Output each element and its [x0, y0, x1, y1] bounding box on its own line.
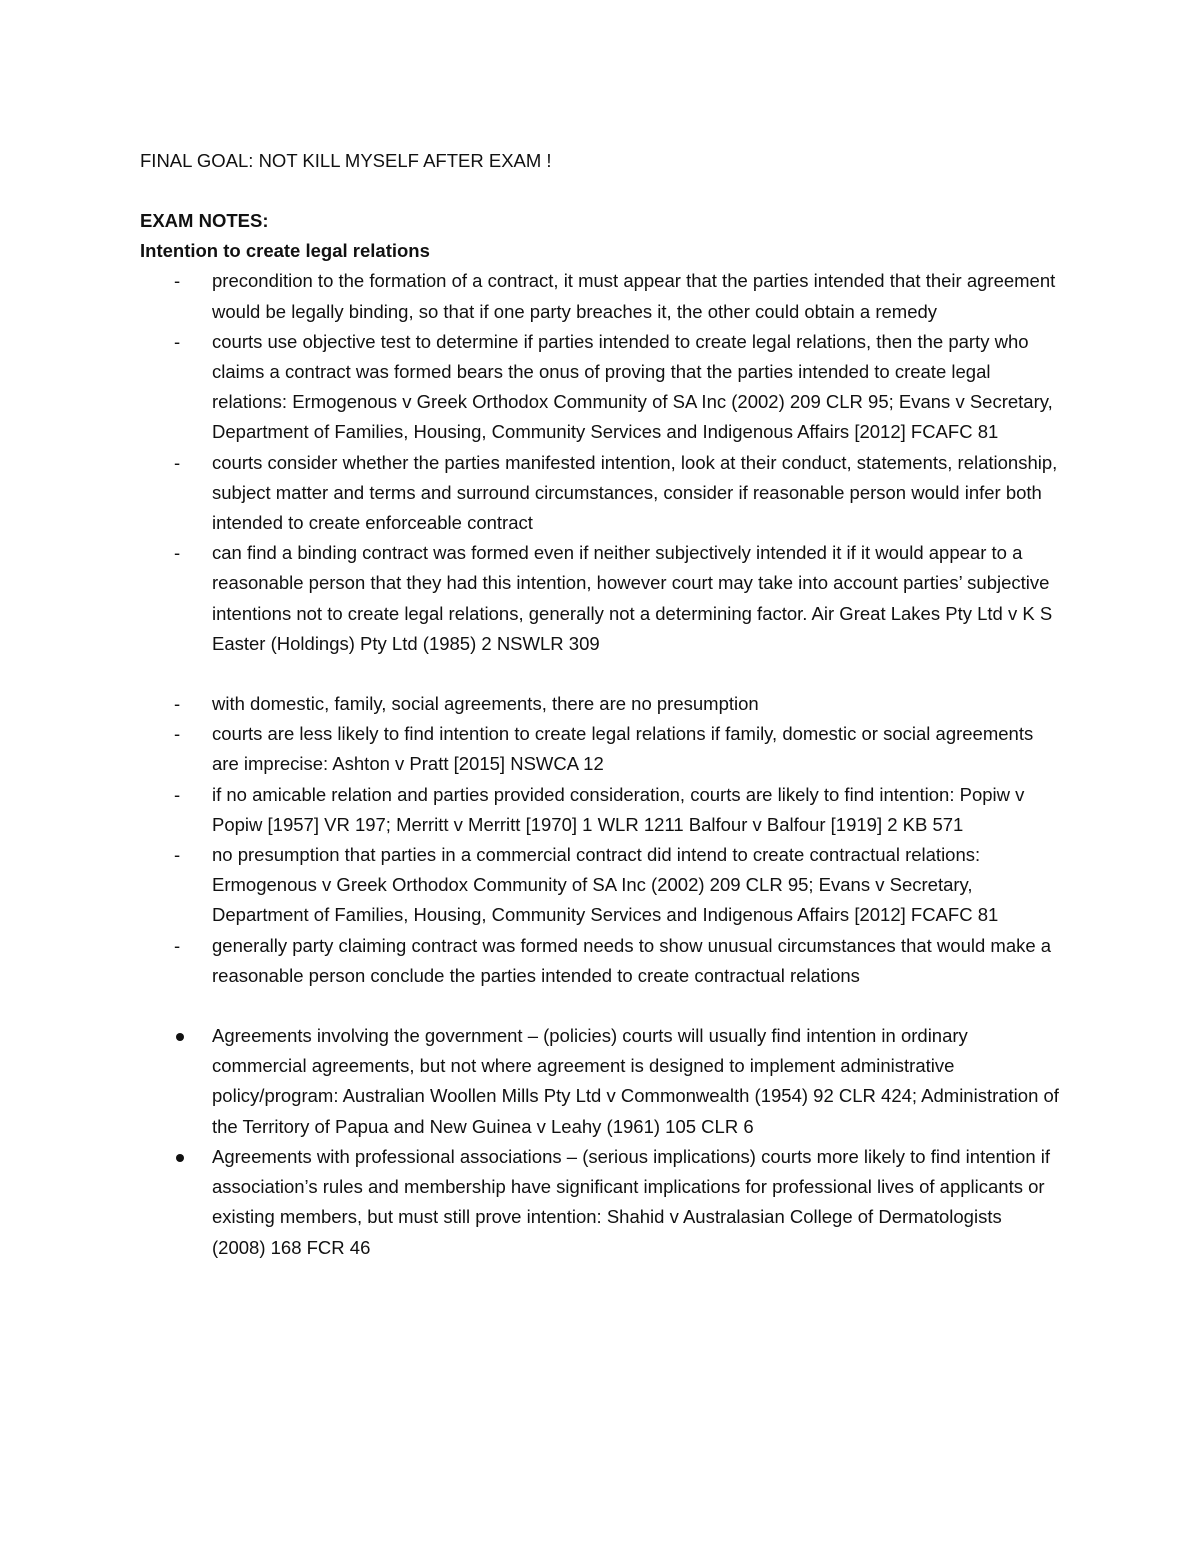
document-body: [140, 146, 1060, 1263]
section-heading: Intention to create legal relations: [140, 240, 430, 262]
dash-marker: -: [174, 451, 181, 473]
dash-marker: -: [174, 542, 181, 564]
dash-marker: -: [174, 330, 181, 352]
list-item: [140, 266, 1060, 326]
list-item-text: courts are less likely to find intention to create legal relations if family, domestic or social agreements are imprecise: Ashton v Pratt [2015] NSWCA 12: [212, 723, 1034, 775]
blank-line: [140, 176, 1060, 206]
list-item-text: if no amicable relation and parties provided consideration, courts are likely to find intention: Popiw v Popiw [1957] VR 197; Merritt v Merritt [1970] 1 WLR 1211 Balfour v Balfour [1919] 2 KB 571: [212, 783, 1025, 835]
list-item-text: no presumption that parties in a commercial contract did intend to create contractual relations: Ermogenous v Greek Orthodox Community of SA Inc (2002) 209 CLR 95; Evans v Secretary, Department of Families, Housing, Community Services and Indigenous Affairs [2012] FCAFC 81: [212, 844, 999, 926]
bullet-dot-icon: [176, 1033, 184, 1041]
list-item-text: Agreements involving the government – (policies) courts will usually find intention in ordinary commercial agreements, but not where agreement is designed to implement administrative policy/program: Australian Woollen Mills Pty Ltd v Commonwealth (1954) 92 CLR 424; Administration of the Territory of Papua and New Guinea v Leahy (1961) 105 CLR 6: [212, 1025, 1059, 1137]
dash-marker: -: [174, 934, 181, 956]
list-item: [140, 1142, 1060, 1263]
dash-marker: -: [174, 693, 181, 715]
bullet-list: [140, 1021, 1060, 1263]
list-item: [140, 689, 1060, 719]
dash-marker: -: [174, 783, 181, 805]
list-item-text: precondition to the formation of a contract, it must appear that the parties intended that their agreement would be legally binding, so that if one party breaches it, the other could obtain a remedy: [212, 270, 1056, 322]
list-item: [140, 719, 1060, 779]
list-item-text: generally party claiming contract was formed needs to show unusual circumstances that would make a reasonable person conclude the parties intended to create contractual relations: [212, 934, 1052, 986]
bullet-dot-icon: [176, 1154, 184, 1162]
list-item: [140, 1021, 1060, 1142]
list-item-text: can find a binding contract was formed even if neither subjectively intended it if it would appear to a reasonable person that they had this intention, however court may take into account parties’ subjective intentions not to create legal relations, generally not a determining factor. Air Great Lakes Pty Ltd v K S Easter (Holdings) Pty Ltd (1985) 2 NSWLR 309: [212, 542, 1053, 654]
dash-marker: -: [174, 723, 181, 745]
blank-line: [140, 991, 1060, 1021]
list-item: [140, 780, 1060, 840]
goal-line: FINAL GOAL: NOT KILL MYSELF AFTER EXAM !: [140, 150, 552, 171]
list-item: [140, 327, 1060, 448]
list-item: [140, 840, 1060, 931]
list-item-text: courts consider whether the parties manifested intention, look at their conduct, statements, relationship, subject matter and terms and surround circumstances, consider if reasonable person would infer both intended to create enforceable contract: [212, 451, 1058, 534]
notes-heading: EXAM NOTES:: [140, 210, 269, 231]
dash-marker: -: [174, 270, 181, 292]
list-item: [140, 448, 1060, 539]
list-item: [140, 931, 1060, 991]
blank-line: [140, 659, 1060, 689]
list-item-text: with domestic, family, social agreements, there are no presumption: [212, 693, 759, 715]
dash-list-1: [140, 266, 1060, 659]
dash-marker: -: [174, 844, 181, 866]
list-item-text: Agreements with professional associations – (serious implications) courts more likely to find intention if association’s rules and membership have significant implications for professional lives of applicants or existing members, but must still prove intention: Shahid v Australasian College of Dermatologists (2008) 168 FCR 46: [212, 1145, 1051, 1258]
list-item: [140, 538, 1060, 659]
dash-list-2: [140, 689, 1060, 991]
list-item-text: courts use objective test to determine if parties intended to create legal relations, then the party who claims a contract was formed bears the onus of proving that the parties intended to create legal relations: Ermogenous v Greek Orthodox Community of SA Inc (2002) 209 CLR 95; Evans v Secretary, Department of Families, Housing, Community Services and Indigenous Affairs [2012] FCAFC 81: [212, 330, 1053, 443]
